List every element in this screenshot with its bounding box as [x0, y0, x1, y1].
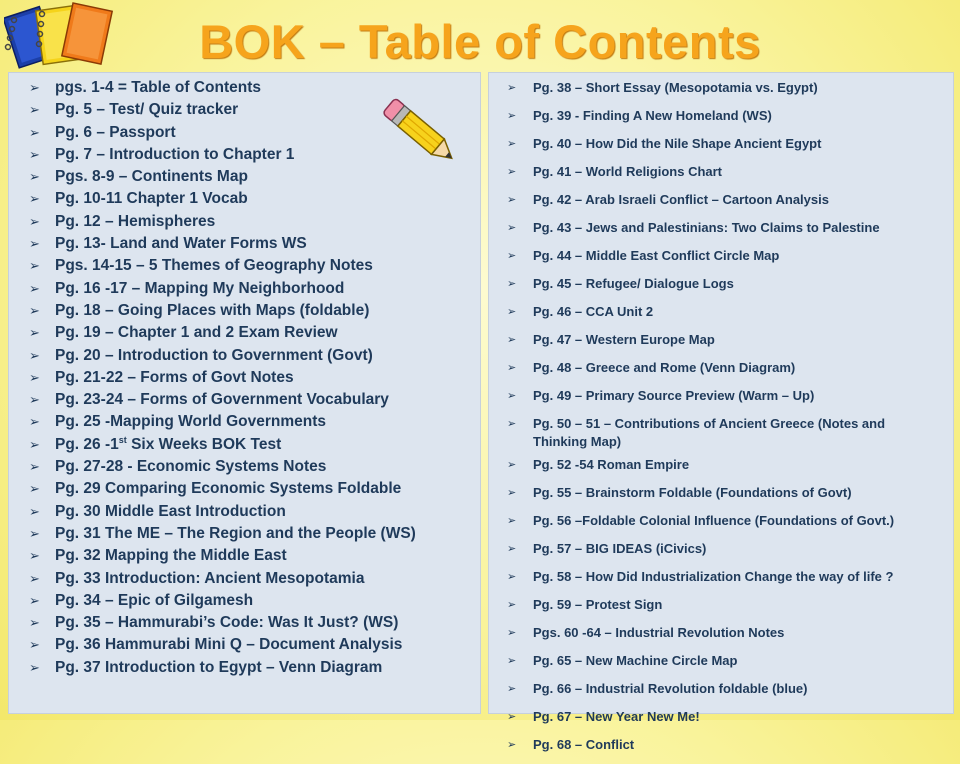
arrow-bullet-icon: ➢ — [29, 347, 40, 363]
arrow-bullet-icon: ➢ — [29, 124, 40, 140]
list-item-text: Pg. 59 – Protest Sign — [533, 597, 663, 612]
list-item — [23, 411, 473, 433]
list-item — [23, 657, 473, 679]
list-item-text: Pg. 16 -17 – Mapping My Neighborhood — [55, 279, 345, 297]
arrow-bullet-icon: ➢ — [29, 481, 40, 497]
list-item-text: Pg. 18 – Going Places with Maps (foldable) — [55, 301, 370, 319]
list-item-text: Pg. 39 - Finding A New Homeland (WS) — [533, 108, 772, 123]
arrow-bullet-icon: ➢ — [29, 146, 40, 162]
list-item-text: Pg. 31 The ME – The Region and the People (WS) — [55, 524, 416, 542]
list-item — [23, 389, 473, 411]
list-item — [501, 387, 941, 410]
list-item-text: Pg. 41 – World Religions Chart — [533, 164, 723, 179]
list-item — [23, 434, 473, 456]
arrow-bullet-icon: ➢ — [29, 615, 40, 631]
list-item-text: Pg. 38 – Short Essay (Mesopotamia vs. Egypt) — [533, 80, 818, 95]
pencil-icon — [370, 84, 466, 176]
arrow-bullet-icon: ➢ — [507, 250, 517, 262]
list-item-text: Pg. 45 – Refugee/ Dialogue Logs — [533, 276, 734, 291]
list-item-text: Pg. 30 Middle East Introduction — [55, 502, 286, 520]
arrow-bullet-icon: ➢ — [507, 711, 517, 723]
arrow-bullet-icon: ➢ — [507, 571, 517, 583]
arrow-bullet-icon: ➢ — [29, 325, 40, 341]
arrow-bullet-icon: ➢ — [507, 487, 517, 499]
list-item — [501, 79, 941, 102]
arrow-bullet-icon: ➢ — [29, 414, 40, 430]
list-item — [23, 568, 473, 590]
list-item-text: Pg. 12 – Hemispheres — [55, 212, 216, 230]
arrow-bullet-icon: ➢ — [507, 194, 517, 206]
list-item — [501, 484, 941, 507]
list-item — [23, 634, 473, 656]
list-item — [23, 590, 473, 612]
arrow-bullet-icon: ➢ — [507, 82, 517, 94]
arrow-bullet-icon: ➢ — [507, 222, 517, 234]
arrow-bullet-icon: ➢ — [29, 280, 40, 296]
list-item-text: Pg. 35 – Hammurabi’s Code: Was It Just? (WS) — [55, 614, 399, 632]
arrow-bullet-icon: ➢ — [29, 592, 40, 608]
list-item — [501, 596, 941, 619]
arrow-bullet-icon: ➢ — [507, 459, 517, 471]
list-item-text: Pg. 5 – Test/ Quiz tracker — [55, 101, 239, 119]
list-item-text: Pg. 43 – Jews and Palestinians: Two Claims to Palestine — [533, 220, 880, 235]
arrow-bullet-icon: ➢ — [507, 390, 517, 402]
list-item-text: Pg. 56 –Foldable Colonial Influence (Foundations of Govt.) — [533, 513, 895, 528]
list-item — [501, 135, 941, 158]
list-item-text: Pgs. 8-9 – Continents Map — [55, 168, 248, 186]
arrow-bullet-icon: ➢ — [29, 392, 40, 408]
list-item — [501, 163, 941, 186]
list-item-text: Pg. 25 -Mapping World Governments — [55, 413, 326, 431]
list-item — [501, 540, 941, 563]
list-item-text: Pg. 40 – How Did the Nile Shape Ancient Egypt — [533, 136, 822, 151]
list-item — [23, 456, 473, 478]
list-item-text: Pg. 48 – Greece and Rome (Venn Diagram) — [533, 360, 796, 375]
arrow-bullet-icon: ➢ — [29, 236, 40, 252]
arrow-bullet-icon: ➢ — [29, 80, 40, 95]
arrow-bullet-icon: ➢ — [507, 683, 517, 695]
list-item-text: Pg. 42 – Arab Israeli Conflict – Cartoon Analysis — [533, 192, 829, 207]
arrow-bullet-icon: ➢ — [29, 637, 40, 653]
arrow-bullet-icon: ➢ — [29, 436, 40, 452]
list-item-text: Pg. 50 – 51 – Contributions of Ancient Greece (Notes and Thinking Map) — [533, 416, 886, 449]
list-item — [501, 107, 941, 130]
arrow-bullet-icon: ➢ — [29, 369, 40, 385]
arrow-bullet-icon: ➢ — [29, 525, 40, 541]
list-item — [23, 278, 473, 300]
list-item-text: Pg. 21-22 – Forms of Govt Notes — [55, 368, 294, 386]
arrow-bullet-icon: ➢ — [29, 169, 40, 185]
list-item-text: Pg. 20 – Introduction to Government (Govt) — [55, 346, 373, 364]
list-item-text: Pg. 6 – Passport — [55, 123, 176, 141]
right-contents-panel — [488, 72, 954, 752]
list-item — [501, 359, 941, 382]
list-item-text: Pg. 27-28 - Economic Systems Notes — [55, 458, 327, 476]
list-item-text: Pg. 57 – BIG IDEAS (iCivics) — [533, 541, 707, 556]
list-item-text: pgs. 1-4 = Table of Contents — [55, 79, 261, 96]
list-item-text: Pg. 34 – Epic of Gilgamesh — [55, 591, 254, 609]
arrow-bullet-icon: ➢ — [507, 110, 517, 122]
arrow-bullet-icon: ➢ — [507, 627, 517, 639]
list-item — [23, 188, 473, 210]
list-item-text: Pg. 52 -54 Roman Empire — [533, 457, 690, 472]
list-item — [23, 545, 473, 567]
list-item — [501, 247, 941, 270]
list-item-text: Pg. 66 – Industrial Revolution foldable (blue) — [533, 681, 808, 696]
arrow-bullet-icon: ➢ — [29, 191, 40, 207]
arrow-bullet-icon: ➢ — [507, 334, 517, 346]
list-item-text: Pg. 19 – Chapter 1 and 2 Exam Review — [55, 324, 338, 342]
arrow-bullet-icon: ➢ — [29, 659, 40, 675]
list-item-text: Pg. 58 – How Did Industrialization Change the way of life ? — [533, 569, 894, 584]
arrow-bullet-icon: ➢ — [507, 138, 517, 150]
list-item-text: Pg. 65 – New Machine Circle Map — [533, 653, 738, 668]
list-item — [501, 331, 941, 354]
list-item — [501, 456, 941, 479]
arrow-bullet-icon: ➢ — [507, 306, 517, 318]
arrow-bullet-icon: ➢ — [29, 548, 40, 564]
list-item-text: Pg. 26 -1st Six Weeks BOK Test — [55, 434, 282, 453]
arrow-bullet-icon: ➢ — [507, 362, 517, 374]
list-item — [23, 367, 473, 389]
list-item — [501, 568, 941, 591]
list-item — [23, 501, 473, 523]
arrow-bullet-icon: ➢ — [29, 213, 40, 229]
arrow-bullet-icon: ➢ — [29, 258, 40, 274]
arrow-bullet-icon: ➢ — [507, 278, 517, 290]
arrow-bullet-icon: ➢ — [29, 302, 40, 318]
list-item-text: Pgs. 60 -64 – Industrial Revolution Notes — [533, 625, 785, 640]
list-item-text: Pg. 36 Hammurabi Mini Q – Document Analysis — [55, 636, 403, 654]
list-item — [501, 736, 941, 759]
list-item — [501, 415, 941, 451]
arrow-bullet-icon: ➢ — [507, 543, 517, 555]
list-item-text: Pg. 10-11 Chapter 1 Vocab — [55, 190, 248, 208]
list-item-text: Pg. 67 – New Year New Me! — [533, 709, 700, 724]
list-item — [501, 191, 941, 214]
arrow-bullet-icon: ➢ — [29, 102, 40, 118]
list-item — [23, 612, 473, 634]
list-item-text: Pg. 68 – Conflict — [533, 737, 635, 752]
arrow-bullet-icon: ➢ — [507, 515, 517, 527]
list-item-text: Pg. 44 – Middle East Conflict Circle Map — [533, 248, 780, 263]
list-item — [23, 300, 473, 322]
list-item-text: Pg. 29 Comparing Economic Systems Foldable — [55, 480, 402, 498]
list-item-text: Pg. 33 Introduction: Ancient Mesopotamia — [55, 569, 365, 587]
list-item — [23, 211, 473, 233]
list-item — [501, 275, 941, 298]
page-title: BOK – Table of Contents — [199, 15, 761, 68]
list-item — [501, 624, 941, 647]
list-item-text: Pg. 7 – Introduction to Chapter 1 — [55, 145, 295, 163]
list-item — [501, 652, 941, 675]
list-item — [501, 680, 941, 703]
list-item — [501, 219, 941, 242]
list-item — [23, 478, 473, 500]
list-item-text: Pg. 37 Introduction to Egypt – Venn Diagram — [55, 658, 383, 676]
arrow-bullet-icon: ➢ — [507, 655, 517, 667]
arrow-bullet-icon: ➢ — [507, 599, 517, 611]
list-item-text: Pg. 32 Mapping the Middle East — [55, 547, 287, 565]
list-item — [23, 345, 473, 367]
arrow-bullet-icon: ➢ — [507, 418, 517, 430]
list-item-text: Pg. 47 – Western Europe Map — [533, 332, 715, 347]
arrow-bullet-icon: ➢ — [29, 570, 40, 586]
list-item — [23, 322, 473, 344]
list-item-text: Pg. 55 – Brainstorm Foldable (Foundations of Govt) — [533, 485, 852, 500]
arrow-bullet-icon: ➢ — [29, 503, 40, 519]
arrow-bullet-icon: ➢ — [29, 459, 40, 475]
list-item — [501, 512, 941, 535]
list-item-text: Pg. 46 – CCA Unit 2 — [533, 304, 654, 319]
list-item-text: Pg. 23-24 – Forms of Government Vocabulary — [55, 391, 389, 409]
right-contents-list — [501, 79, 941, 764]
list-item — [23, 255, 473, 277]
list-item-text: Pgs. 14-15 – 5 Themes of Geography Notes — [55, 257, 373, 275]
list-item — [23, 523, 473, 545]
list-item-text: Pg. 49 – Primary Source Preview (Warm – Up) — [533, 388, 815, 403]
arrow-bullet-icon: ➢ — [507, 166, 517, 178]
list-item — [23, 233, 473, 255]
arrow-bullet-icon: ➢ — [507, 739, 517, 751]
list-item-text: Pg. 13- Land and Water Forms WS — [55, 235, 307, 253]
list-item — [501, 303, 941, 326]
